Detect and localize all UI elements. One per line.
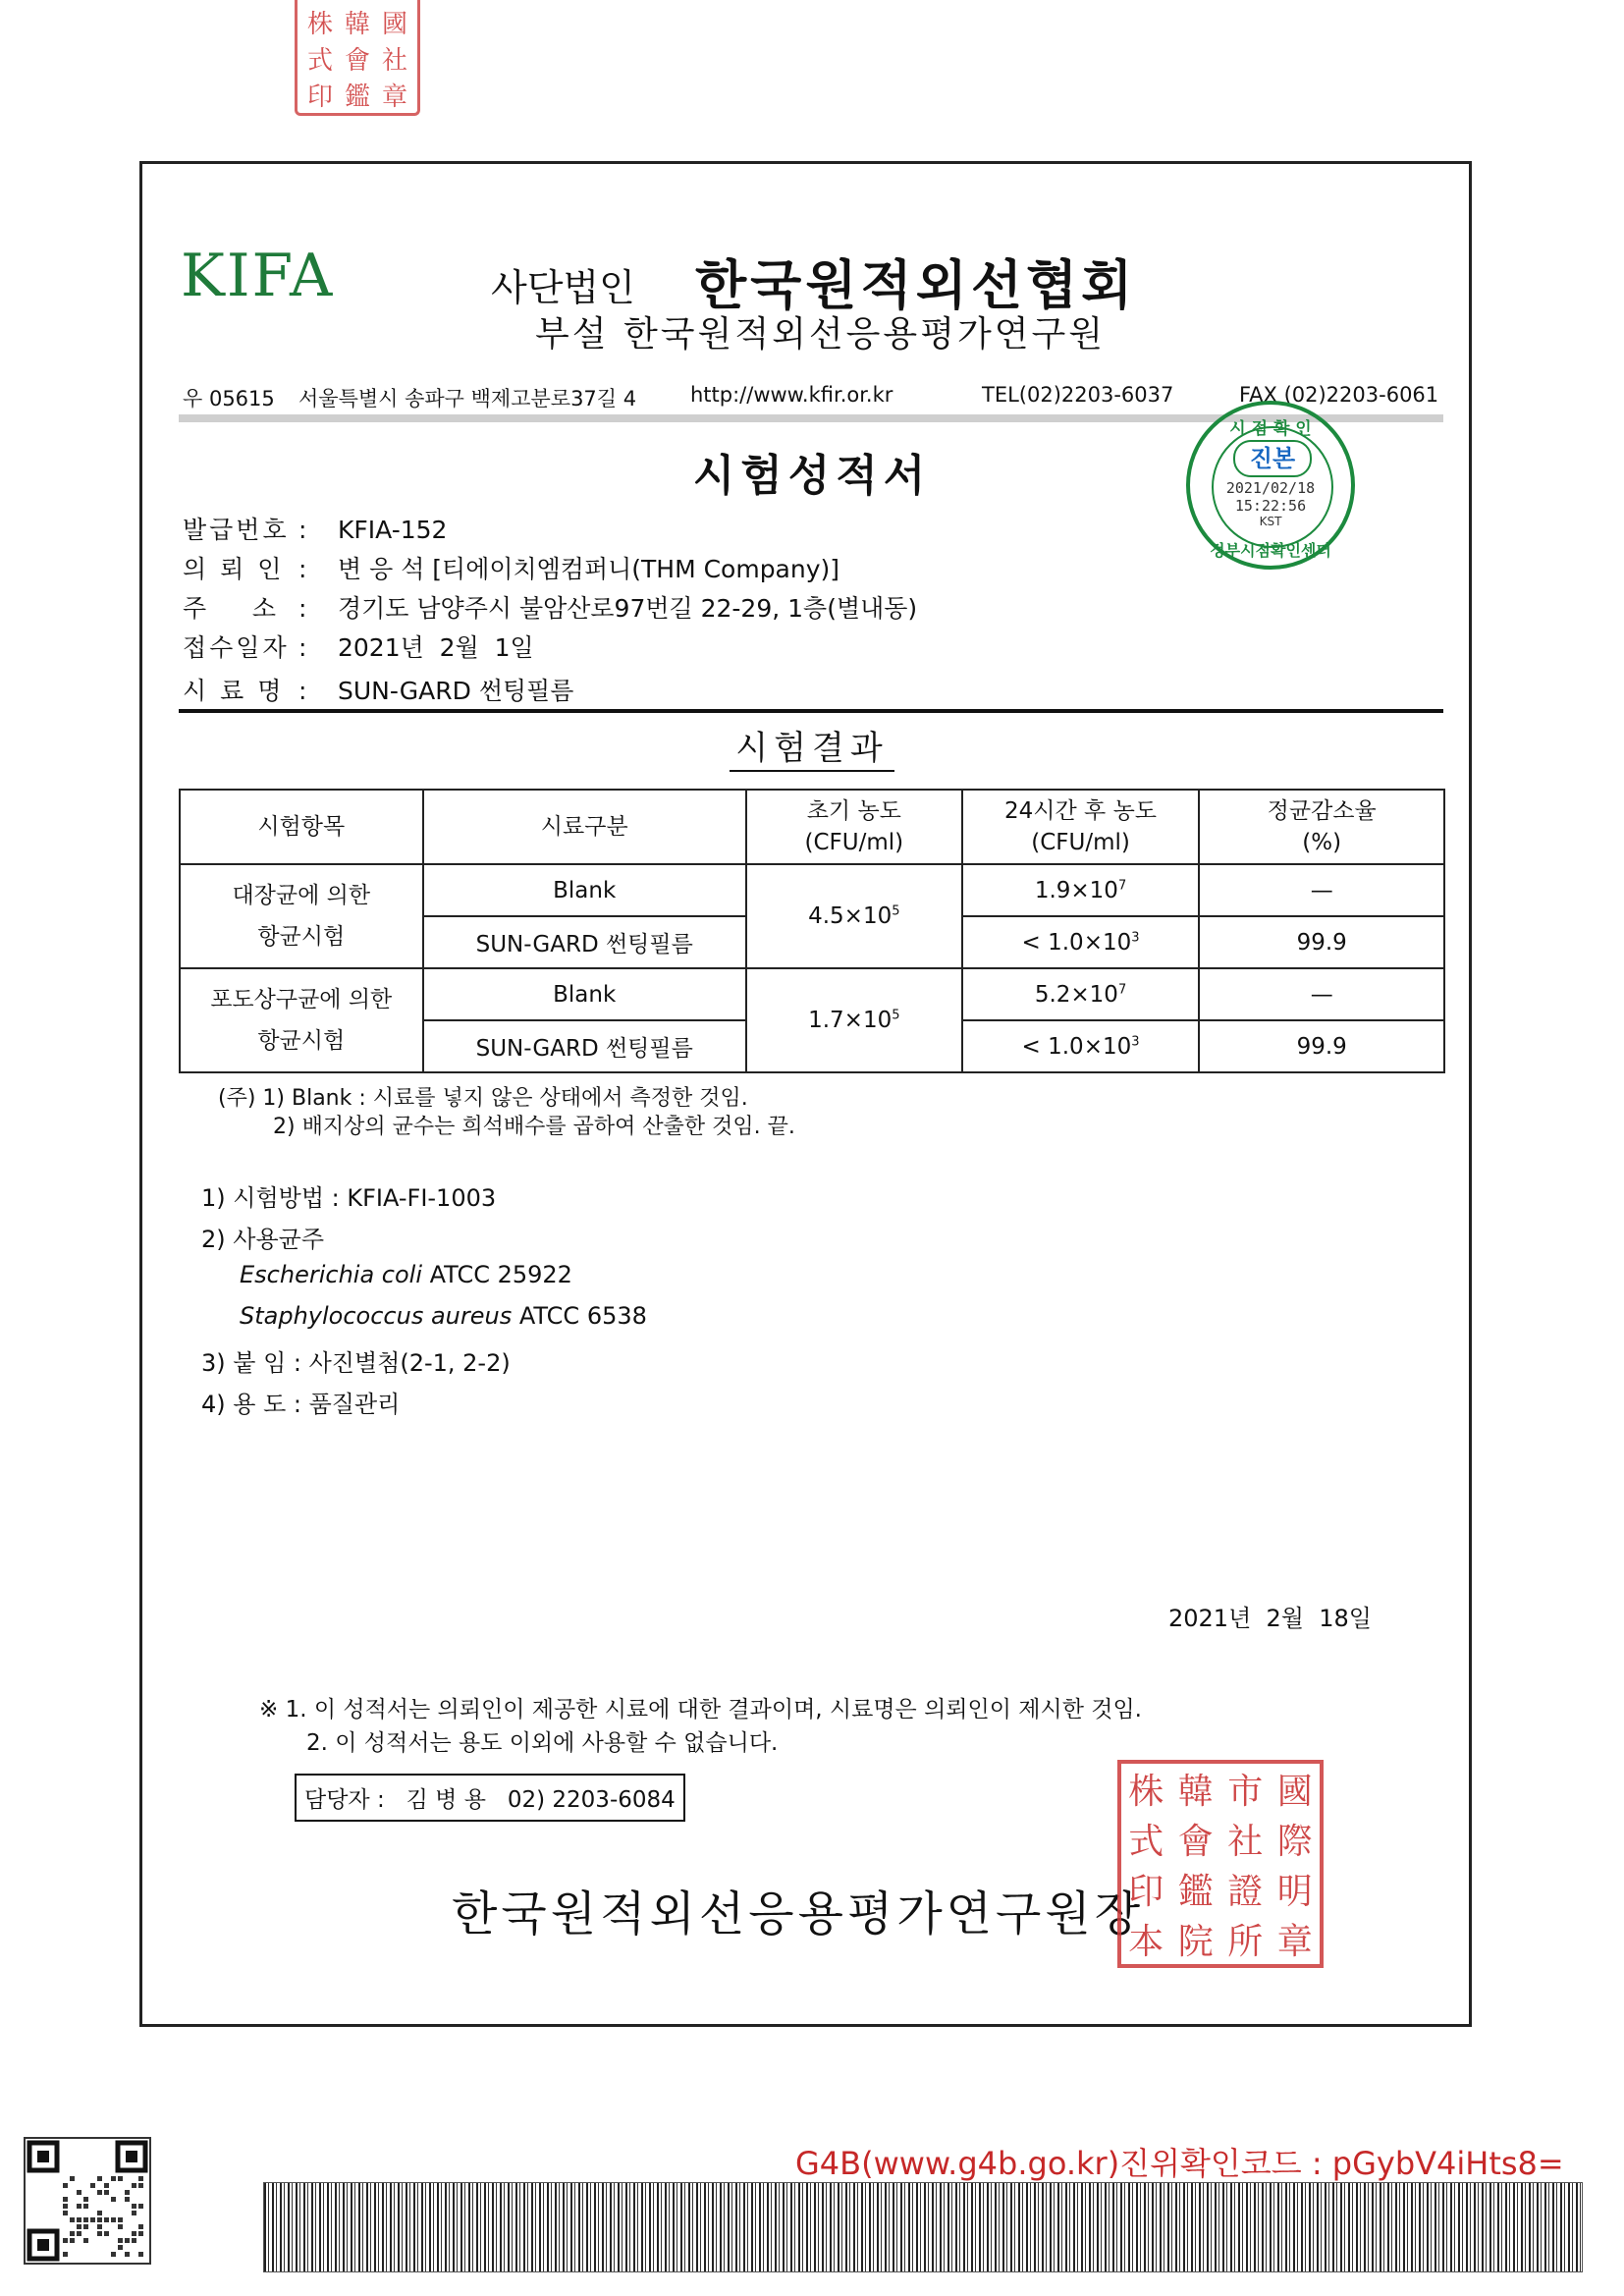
seal-glyph: 院 bbox=[1177, 1922, 1214, 1962]
test-item-line: 항균시험 bbox=[257, 924, 346, 950]
initial-conc-cell: $4.5\times 10^5$ bbox=[746, 864, 962, 968]
info-value: 경기도 남양주시 불암산로97번길 22-29, 1층(별내동) bbox=[338, 594, 918, 623]
kifa-logo: KIFA bbox=[181, 242, 335, 310]
info-colon: : bbox=[298, 677, 307, 705]
info-value: SUN-GARD 썬팅필름 bbox=[338, 677, 574, 705]
seal-glyph: 本 bbox=[1128, 1922, 1164, 1962]
info-label: 의 뢰 인 bbox=[183, 555, 285, 583]
method-line: 2) 사용균주 bbox=[201, 1226, 324, 1253]
section-title-text: 시험결과 bbox=[730, 729, 893, 772]
org-name: 한국원적외선협회 bbox=[695, 254, 1137, 316]
strain-line bbox=[240, 1261, 572, 1288]
stamp-timezone: KST bbox=[1259, 515, 1282, 528]
method-line: 3) 붙 임 : 사진별첨(2-1, 2-2) bbox=[201, 1349, 511, 1377]
verification-code: G4B(www.g4b.go.kr)진위확인코드 : pGybV4iHts8= bbox=[795, 2145, 1564, 2182]
seal-glyph: 明 bbox=[1276, 1872, 1313, 1912]
table-header-row bbox=[180, 790, 1444, 864]
test-item-line: 대장균에 의한 bbox=[232, 883, 371, 908]
disclaimer-line: ※ 1. 이 성적서는 의뢰인이 제공한 시료에 대한 결과이며, 시료명은 의뢰인이 제시한 것임. bbox=[259, 1697, 1142, 1722]
initial-conc-cell: $1.7\times 10^5$ bbox=[746, 968, 962, 1072]
org-prefix: 사단법인 bbox=[491, 266, 635, 309]
org-fax: FAX (02)2203-6061 bbox=[1239, 383, 1439, 407]
stamp-bottom-text: 정부시점확인센터 bbox=[1210, 541, 1331, 560]
sample-cell: SUN-GARD 썬팅필름 bbox=[423, 1020, 746, 1072]
header-cell: 24시간 후 농도 (CFU/ml) bbox=[962, 790, 1200, 864]
stamp-date: 2021/02/18 bbox=[1225, 479, 1316, 497]
test-item-line: 포도상구균에 의한 bbox=[210, 987, 393, 1012]
seal-glyph: 株 bbox=[1128, 1772, 1164, 1812]
info-colon: : bbox=[298, 555, 307, 583]
method-line: 4) 용 도 : 품질관리 bbox=[201, 1391, 401, 1418]
org-tel: TEL(02)2203-6037 bbox=[982, 383, 1174, 407]
results-table bbox=[179, 789, 1445, 1073]
info-colon: : bbox=[298, 633, 307, 662]
contact-person-box: 담당자 : 김 병 용 02) 2203-6084 bbox=[295, 1774, 685, 1822]
reduction-cell: 99.9 bbox=[1199, 916, 1444, 968]
note-line: (주) 1) Blank : 시료를 넣지 않은 상태에서 측정한 것임. bbox=[218, 1086, 748, 1111]
info-value: 변 응 석 [티에이치엠컴퍼니(THM Company)] bbox=[338, 555, 840, 583]
info-row bbox=[183, 672, 573, 707]
seal-glyph: 市 bbox=[1227, 1772, 1264, 1812]
info-row bbox=[183, 511, 447, 546]
reduction-cell: — bbox=[1199, 968, 1444, 1020]
strain-code: ATCC 25922 bbox=[422, 1261, 572, 1288]
stamp-main-text: 진본 bbox=[1233, 440, 1312, 477]
seal-glyph: 印 bbox=[306, 82, 333, 112]
info-row bbox=[183, 629, 534, 664]
strain-name: Staphylococcus aureus bbox=[240, 1302, 513, 1330]
test-item-cell bbox=[180, 968, 423, 1072]
seal-glyph: 韓 bbox=[1177, 1772, 1214, 1812]
info-label: 접수일자 bbox=[183, 633, 290, 662]
reduction-cell: 99.9 bbox=[1199, 1020, 1444, 1072]
document-title: 시험성적서 bbox=[692, 451, 932, 501]
seal-glyph: 國 bbox=[381, 10, 407, 39]
after-conc-cell: < $1.0\times 10^3$ bbox=[962, 916, 1200, 968]
org-subtitle: 부설 한국원적외선응용평가연구원 bbox=[535, 314, 1107, 355]
info-value: 2021년 2월 1일 bbox=[338, 633, 534, 662]
director-seal bbox=[1117, 1760, 1324, 1968]
seal-glyph: 際 bbox=[1276, 1822, 1313, 1862]
disclaimer-line: 2. 이 성적서는 용도 이외에 사용할 수 없습니다. bbox=[306, 1730, 779, 1756]
info-label: 발급번호 bbox=[183, 516, 290, 544]
seal-glyph: 所 bbox=[1227, 1922, 1264, 1962]
table-row bbox=[180, 864, 1444, 916]
seal-glyph: 社 bbox=[1227, 1822, 1264, 1862]
issue-date: 2021년 2월 18일 bbox=[1168, 1605, 1372, 1632]
header-cell: 시험항목 bbox=[180, 790, 423, 864]
note-line: 2) 배지상의 균수는 희석배수를 곱하여 산출한 것임. 끝. bbox=[273, 1115, 795, 1139]
info-value: KFIA-152 bbox=[338, 516, 448, 544]
test-item-cell bbox=[180, 864, 423, 968]
seal-glyph: 國 bbox=[1276, 1772, 1313, 1812]
stamp-top-text: 시 점 확 인 bbox=[1229, 419, 1312, 439]
authenticity-stamp bbox=[1186, 401, 1355, 570]
seal-glyph: 章 bbox=[381, 82, 407, 112]
after-conc-cell: $5.2\times 10^7$ bbox=[962, 968, 1200, 1020]
info-label: 주 소 bbox=[183, 594, 280, 623]
strain-name: Escherichia coli bbox=[240, 1261, 422, 1288]
qr-pattern bbox=[26, 2139, 149, 2263]
info-rule bbox=[179, 709, 1443, 713]
sample-cell: SUN-GARD 썬팅필름 bbox=[423, 916, 746, 968]
table-notes bbox=[218, 1084, 795, 1141]
info-row bbox=[183, 589, 917, 625]
info-row bbox=[183, 550, 839, 585]
seal-glyph: 式 bbox=[306, 46, 333, 76]
seal-glyph: 株 bbox=[306, 10, 333, 39]
reduction-cell: — bbox=[1199, 864, 1444, 916]
sample-cell: Blank bbox=[423, 864, 746, 916]
strain-line bbox=[240, 1302, 647, 1330]
info-colon: : bbox=[298, 594, 307, 623]
seal-glyph: 會 bbox=[344, 46, 370, 76]
after-conc-cell: < $1.0\times 10^3$ bbox=[962, 1020, 1200, 1072]
after-conc-cell: $1.9\times 10^7$ bbox=[962, 864, 1200, 916]
director-signature: 한국원적외선응용평가연구원장 bbox=[452, 1886, 1145, 1941]
header-cell: 정균감소율 (%) bbox=[1199, 790, 1444, 864]
info-colon: : bbox=[298, 516, 307, 544]
stamp-time: 15:22:56 bbox=[1234, 497, 1307, 515]
header-cell: 시료구분 bbox=[423, 790, 746, 864]
seal-glyph: 社 bbox=[381, 46, 407, 76]
top-official-seal bbox=[295, 0, 420, 116]
postal-code: 우 05615 bbox=[183, 387, 275, 410]
security-barcode bbox=[263, 2182, 1583, 2272]
section-title bbox=[0, 721, 1624, 769]
sample-cell: Blank bbox=[423, 968, 746, 1020]
seal-glyph: 印 bbox=[1128, 1872, 1164, 1912]
seal-glyph: 韓 bbox=[344, 10, 370, 39]
test-item-line: 항균시험 bbox=[257, 1028, 346, 1054]
seal-glyph: 證 bbox=[1227, 1872, 1264, 1912]
seal-glyph: 鑑 bbox=[344, 82, 370, 112]
org-address: 서울특별시 송파구 백제고분로37길 4 bbox=[298, 387, 637, 410]
strain-code: ATCC 6538 bbox=[512, 1302, 647, 1330]
method-line: 1) 시험방법 : KFIA-FI-1003 bbox=[201, 1184, 497, 1212]
org-url: http://www.kfir.or.kr bbox=[690, 383, 893, 407]
info-label: 시 료 명 bbox=[183, 677, 285, 705]
table-row bbox=[180, 968, 1444, 1020]
header-cell: 초기 농도 (CFU/ml) bbox=[746, 790, 962, 864]
seal-glyph: 會 bbox=[1177, 1822, 1214, 1862]
seal-glyph: 式 bbox=[1128, 1822, 1164, 1862]
seal-glyph: 章 bbox=[1276, 1922, 1313, 1962]
qr-code-icon bbox=[24, 2137, 151, 2265]
seal-glyph: 鑑 bbox=[1177, 1872, 1214, 1912]
